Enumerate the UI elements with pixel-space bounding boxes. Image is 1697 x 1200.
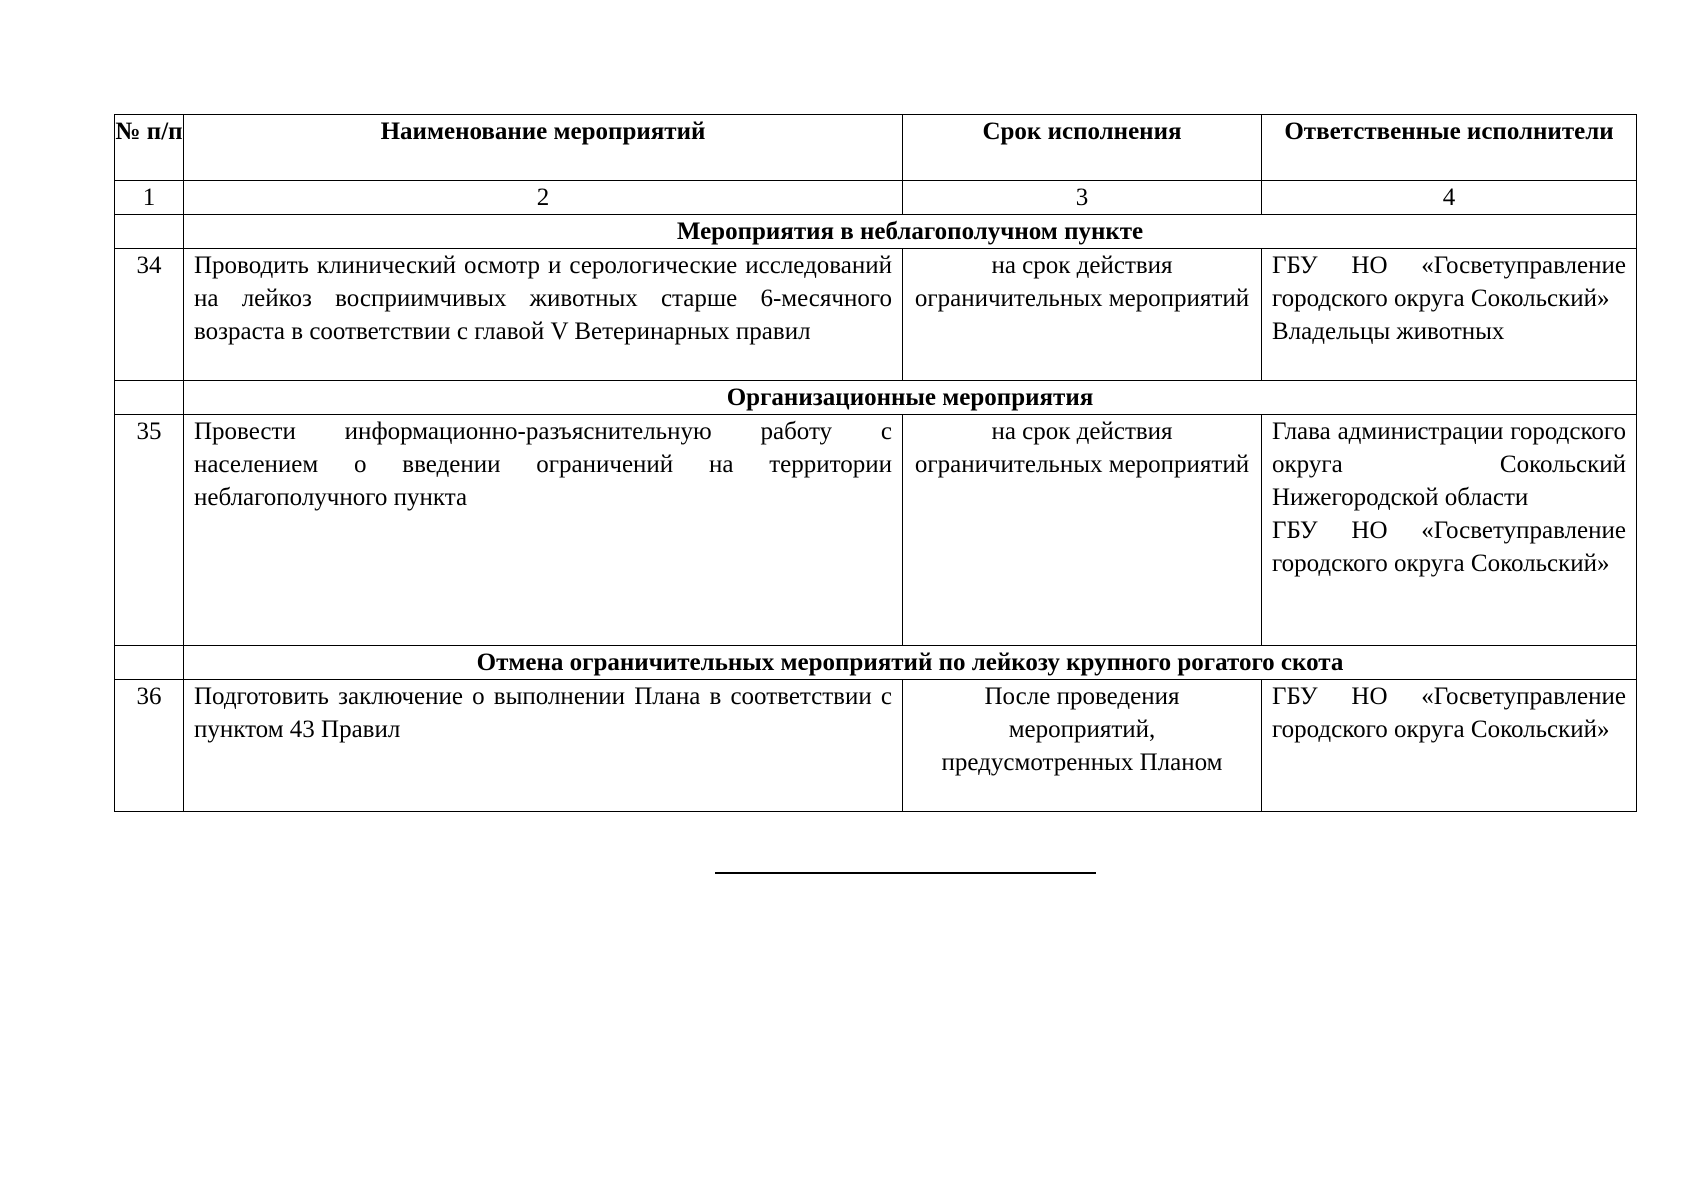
row-action-text: Проводить клинический осмотр и серологические исследований на лейкоз восприимчивых животных старше 6-месячного возраста в соответствии с главой V Ветеринарных правил: [194, 252, 892, 345]
responsible-entry: ГБУ НО «Госветуправление городского округа Сокольский»: [1272, 252, 1626, 312]
section-title: Организационные мероприятия: [184, 381, 1637, 415]
row-action-text: Подготовить заключение о выполнении Плана в соответствии с пунктом 43 Правил: [194, 683, 892, 743]
section-row: [115, 646, 1637, 680]
row-deadline: После проведения мероприятий, предусмотренных Планом: [903, 680, 1262, 812]
row-action: [184, 249, 903, 381]
header-action: Наименование мероприятий: [184, 115, 903, 181]
column-number-4: 4: [1262, 181, 1637, 215]
section-row: [115, 381, 1637, 415]
end-of-document-line: [715, 872, 1096, 874]
row-number: 34: [115, 249, 184, 381]
header-number: № п/п: [115, 115, 184, 181]
column-number-1: 1: [115, 181, 184, 215]
measures-table: [114, 114, 1637, 812]
header-row: [115, 115, 1637, 181]
responsible-entry: ГБУ НО «Госветуправление городского округа Сокольский»: [1272, 683, 1626, 743]
column-number-2: 2: [184, 181, 903, 215]
header-responsible: Ответственные исполнители: [1262, 115, 1637, 181]
row-action-text: Провести информационно-разъяснительную работу с населением о введении ограничений на территории неблагополучного пункта: [194, 418, 892, 511]
responsible-entry: ГБУ НО «Госветуправление городского округа Сокольский»: [1272, 517, 1626, 577]
row-responsible: [1262, 680, 1637, 812]
row-action: [184, 680, 903, 812]
table-row: [115, 680, 1637, 812]
header-deadline: Срок исполнения: [903, 115, 1262, 181]
responsible-entry: Владельцы животных: [1272, 318, 1505, 345]
section-title: Отмена ограничительных мероприятий по лейкозу крупного рогатого скота: [184, 646, 1637, 680]
section-empty-cell: [115, 215, 184, 249]
row-number: 35: [115, 415, 184, 646]
row-responsible: [1262, 249, 1637, 381]
table-row: [115, 249, 1637, 381]
responsible-entry: Глава администрации городского округа Сокольский Нижегородской области: [1272, 418, 1626, 511]
section-empty-cell: [115, 646, 184, 680]
section-empty-cell: [115, 381, 184, 415]
column-numbering-row: [115, 181, 1637, 215]
row-responsible: [1262, 415, 1637, 646]
table-row: [115, 415, 1637, 646]
column-number-3: 3: [903, 181, 1262, 215]
section-title: Мероприятия в неблагополучном пункте: [184, 215, 1637, 249]
row-number: 36: [115, 680, 184, 812]
row-deadline: на срок действия ограничительных мероприятий: [903, 249, 1262, 381]
section-row: [115, 215, 1637, 249]
row-action: [184, 415, 903, 646]
row-deadline: на срок действия ограничительных мероприятий: [903, 415, 1262, 646]
